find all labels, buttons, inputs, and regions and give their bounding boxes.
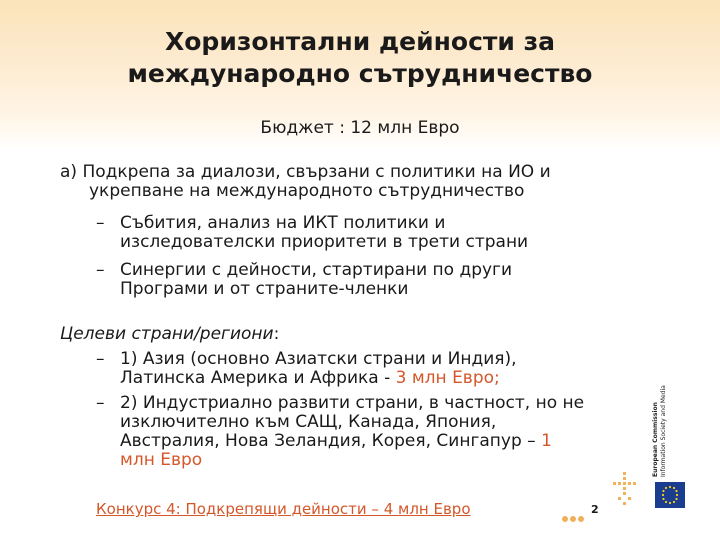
title-line-2: международно сътрудничество xyxy=(127,59,593,88)
target-2-line-2: изключително към САЩ, Канада, Япония, xyxy=(120,412,497,432)
bullet-2-line-2: Програми и от страните-членки xyxy=(120,279,409,299)
target-dash-2: – xyxy=(96,393,105,413)
target-dash-1: – xyxy=(96,349,105,369)
footer-call-link[interactable]: Конкурс 4: Подкрепящи дейности – 4 млн Евро xyxy=(96,500,471,518)
ec-branding-text xyxy=(652,362,672,477)
page-title xyxy=(60,26,660,90)
targets-heading xyxy=(60,325,279,344)
bullet-dash-2: – xyxy=(96,260,105,280)
targets-heading-colon: : xyxy=(273,324,280,344)
eu-flag-icon xyxy=(655,482,685,508)
target-1-line-2 xyxy=(120,369,500,388)
section-a-line-1: а) Подкрепа за диалози, свързани с политики на ИО и xyxy=(60,162,551,182)
target-2-amount: 1 xyxy=(541,431,552,451)
target-2-countries: Австралия, Нова Зеландия, Корея, Сингапур – xyxy=(120,431,542,451)
ec-plus-grid-icon xyxy=(610,472,640,512)
footer-dots xyxy=(562,507,586,526)
target-2-line-3 xyxy=(120,432,552,451)
bullet-dash-1: – xyxy=(96,213,105,233)
target-2-line-4: млн Евро xyxy=(120,450,203,470)
target-1-region: Латинска Америка и Африка - xyxy=(120,368,396,388)
ec-name: European Commission xyxy=(652,402,659,477)
bullet-2-line-1: Синергии с дейности, стартирани по други xyxy=(120,260,513,280)
bullet-1-line-1: Събития, анализ на ИКТ политики и xyxy=(120,213,446,233)
bullet-1-line-2: изследователски приоритети в трети страни xyxy=(120,232,529,252)
page-number: 2 xyxy=(591,503,599,516)
eu-stars xyxy=(655,482,685,508)
ec-dg: Information Society and Media xyxy=(660,385,667,477)
target-1-line-1: 1) Азия (основно Азиатски страни и Индия), xyxy=(120,349,517,369)
target-1-amount: 3 млн Евро; xyxy=(395,368,500,388)
section-a-line-2: укрепване на международното сътрудничество xyxy=(89,181,525,201)
target-2-line-1: 2) Индустриално развити страни, в частност, но не xyxy=(120,393,585,413)
targets-heading-text: Целеви страни/региони xyxy=(60,324,274,344)
title-line-1: Хоризонтални дейности за xyxy=(164,27,556,56)
budget-text: Бюджет : 12 млн Евро xyxy=(260,118,460,138)
